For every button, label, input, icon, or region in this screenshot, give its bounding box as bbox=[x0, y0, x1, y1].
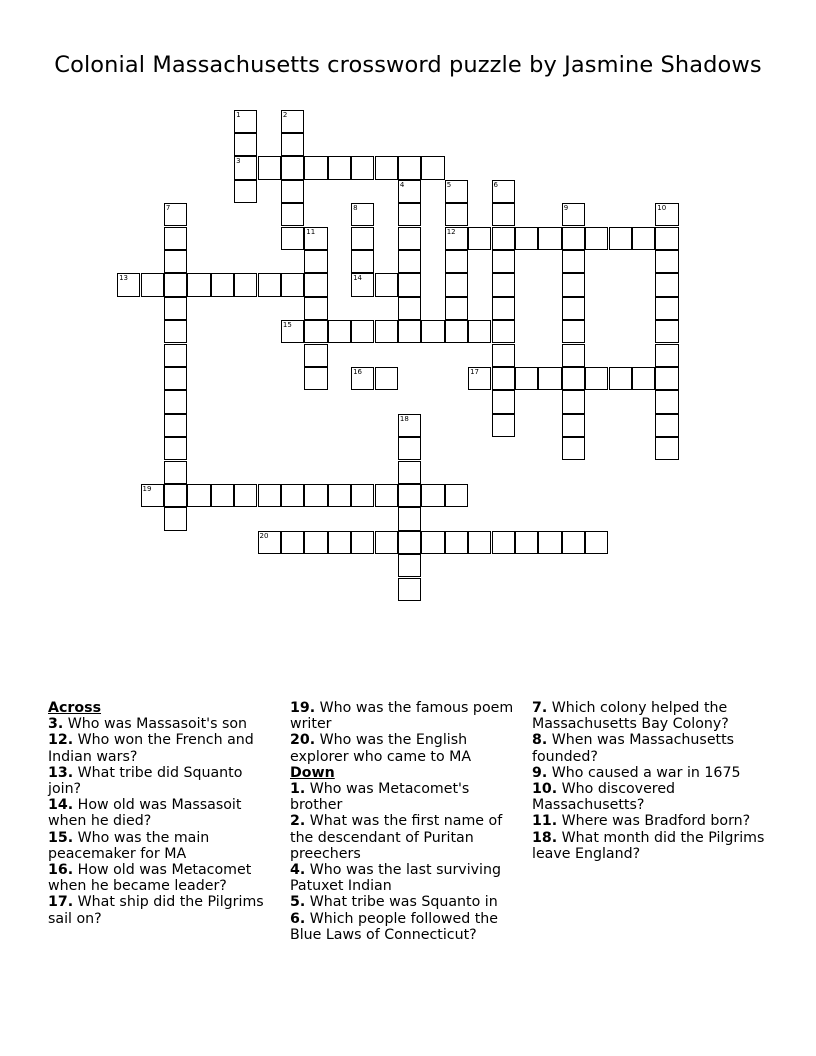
grid-cell[interactable] bbox=[351, 320, 374, 343]
grid-cell[interactable] bbox=[398, 180, 421, 203]
clue-item-text: How old was Massasoit when he died? bbox=[48, 797, 242, 830]
grid-cell[interactable] bbox=[398, 437, 421, 460]
clue-item-text: What was the first name of the descendant of Puritan preechers bbox=[290, 813, 503, 862]
grid-cell[interactable] bbox=[328, 320, 351, 343]
grid-cell[interactable] bbox=[632, 227, 655, 250]
grid-cell[interactable] bbox=[398, 227, 421, 250]
grid-cell[interactable] bbox=[492, 320, 515, 343]
clue-item-number: 5. bbox=[290, 894, 306, 911]
grid-cell[interactable] bbox=[164, 227, 187, 250]
grid-cell[interactable] bbox=[445, 484, 468, 507]
grid-cell[interactable] bbox=[421, 531, 444, 554]
grid-cell[interactable] bbox=[164, 390, 187, 413]
grid-cell[interactable] bbox=[445, 273, 468, 296]
grid-cell[interactable] bbox=[468, 320, 491, 343]
clue-item bbox=[532, 700, 772, 732]
grid-cell[interactable] bbox=[164, 414, 187, 437]
grid-cell[interactable] bbox=[328, 484, 351, 507]
clue-item-number: 1. bbox=[290, 781, 306, 798]
clue-number: 15 bbox=[282, 321, 292, 330]
grid-cell[interactable] bbox=[655, 344, 678, 367]
grid-cell[interactable] bbox=[164, 344, 187, 367]
clue-item-number: 11. bbox=[532, 813, 558, 830]
clue-item-number: 17. bbox=[48, 894, 74, 911]
grid-cell[interactable] bbox=[281, 227, 304, 250]
clue-item-number: 9. bbox=[532, 764, 548, 781]
clue-item bbox=[290, 700, 518, 732]
grid-cell[interactable] bbox=[655, 273, 678, 296]
grid-cell[interactable] bbox=[281, 156, 304, 179]
grid-cell[interactable] bbox=[398, 461, 421, 484]
clue-item bbox=[532, 781, 772, 813]
clue-number: 10 bbox=[657, 204, 667, 213]
clue-item-text: Who was Metacomet's brother bbox=[290, 781, 470, 814]
clue-item-text: What ship did the Pilgrims sail on? bbox=[48, 894, 264, 927]
grid-cell[interactable] bbox=[351, 367, 374, 390]
clue-number: 3 bbox=[236, 157, 241, 166]
clue-item-number: 6. bbox=[290, 910, 306, 927]
grid-cell[interactable] bbox=[304, 297, 327, 320]
clue-number: 2 bbox=[282, 110, 288, 119]
clue-item bbox=[48, 894, 270, 926]
clue-item bbox=[532, 732, 772, 764]
clue-number: 19 bbox=[142, 484, 152, 493]
clue-number: 5 bbox=[446, 180, 452, 189]
grid-cell[interactable] bbox=[515, 531, 538, 554]
grid-cell[interactable] bbox=[351, 484, 374, 507]
grid-cell[interactable] bbox=[398, 320, 421, 343]
clue-item-number: 10. bbox=[532, 781, 558, 798]
clue-item-text: What tribe was Squanto in bbox=[305, 894, 498, 911]
grid-cell[interactable] bbox=[234, 273, 257, 296]
clue-item-number: 14. bbox=[48, 797, 74, 814]
grid-cell[interactable] bbox=[351, 227, 374, 250]
grid-cell[interactable] bbox=[562, 414, 585, 437]
grid-cell[interactable] bbox=[375, 273, 398, 296]
grid-cell[interactable] bbox=[398, 203, 421, 226]
grid-cell[interactable] bbox=[141, 484, 164, 507]
grid-cell[interactable] bbox=[492, 367, 515, 390]
grid-cell[interactable] bbox=[492, 273, 515, 296]
grid-cell[interactable] bbox=[351, 250, 374, 273]
clue-number: 14 bbox=[353, 274, 363, 283]
grid-cell[interactable] bbox=[398, 507, 421, 530]
grid-cell[interactable] bbox=[211, 484, 234, 507]
grid-cell[interactable] bbox=[281, 203, 304, 226]
grid-cell[interactable] bbox=[234, 180, 257, 203]
grid-cell[interactable] bbox=[655, 390, 678, 413]
grid-cell[interactable] bbox=[164, 250, 187, 273]
grid-cell[interactable] bbox=[655, 203, 678, 226]
clue-number: 8 bbox=[353, 204, 358, 213]
grid-cell[interactable] bbox=[164, 320, 187, 343]
clue-item bbox=[48, 862, 270, 894]
grid-cell[interactable] bbox=[585, 227, 608, 250]
grid-cell[interactable] bbox=[562, 344, 585, 367]
grid-cell[interactable] bbox=[164, 273, 187, 296]
clues-heading-down: Down bbox=[290, 764, 335, 781]
grid-cell[interactable] bbox=[398, 250, 421, 273]
clue-number: 1 bbox=[236, 110, 241, 119]
grid-cell[interactable] bbox=[351, 156, 374, 179]
clue-item bbox=[290, 911, 518, 943]
grid-cell[interactable] bbox=[281, 320, 304, 343]
grid-cell[interactable] bbox=[655, 367, 678, 390]
grid-cell[interactable] bbox=[375, 320, 398, 343]
grid-cell[interactable] bbox=[492, 180, 515, 203]
clue-item-text: Who was the main peacemaker for MA bbox=[48, 829, 210, 862]
grid-cell[interactable] bbox=[304, 344, 327, 367]
grid-cell[interactable] bbox=[421, 320, 444, 343]
grid-cell[interactable] bbox=[492, 414, 515, 437]
grid-cell[interactable] bbox=[258, 273, 281, 296]
grid-cell[interactable] bbox=[398, 531, 421, 554]
grid-cell[interactable] bbox=[375, 531, 398, 554]
grid-cell[interactable] bbox=[445, 297, 468, 320]
grid-cell[interactable] bbox=[398, 273, 421, 296]
grid-cell[interactable] bbox=[655, 297, 678, 320]
grid-cell[interactable] bbox=[538, 367, 561, 390]
grid-cell[interactable] bbox=[562, 297, 585, 320]
grid-cell[interactable] bbox=[281, 484, 304, 507]
clue-item bbox=[290, 862, 518, 894]
grid-cell[interactable] bbox=[304, 320, 327, 343]
clue-item-number: 3. bbox=[48, 716, 64, 733]
clue-number: 4 bbox=[399, 180, 405, 189]
grid-cell[interactable] bbox=[445, 531, 468, 554]
clue-number: 17 bbox=[470, 367, 480, 376]
clue-number: 13 bbox=[119, 274, 129, 283]
grid-cell[interactable] bbox=[281, 110, 304, 133]
clue-item-number: 12. bbox=[48, 732, 74, 749]
grid-cell[interactable] bbox=[328, 156, 351, 179]
grid-cell[interactable] bbox=[632, 367, 655, 390]
clue-item-text: Where was Bradford born? bbox=[557, 813, 751, 830]
clue-item-number: 20. bbox=[290, 732, 316, 749]
grid-cell[interactable] bbox=[164, 507, 187, 530]
grid-cell[interactable] bbox=[117, 273, 140, 296]
grid-cell[interactable] bbox=[164, 461, 187, 484]
clue-item bbox=[532, 765, 772, 781]
grid-cell[interactable] bbox=[234, 156, 257, 179]
grid-cell[interactable] bbox=[609, 227, 632, 250]
grid-cell[interactable] bbox=[281, 273, 304, 296]
clue-item bbox=[290, 732, 518, 764]
grid-cell[interactable] bbox=[562, 320, 585, 343]
grid-cell[interactable] bbox=[351, 273, 374, 296]
grid-cell[interactable] bbox=[258, 484, 281, 507]
grid-cell[interactable] bbox=[187, 484, 210, 507]
grid-cell[interactable] bbox=[234, 110, 257, 133]
grid-cell[interactable] bbox=[351, 203, 374, 226]
grid-cell[interactable] bbox=[398, 554, 421, 577]
clue-item-number: 8. bbox=[532, 732, 548, 749]
clue-item bbox=[290, 781, 518, 813]
grid-cell[interactable] bbox=[492, 250, 515, 273]
grid-cell[interactable] bbox=[609, 367, 632, 390]
grid-cell[interactable] bbox=[398, 156, 421, 179]
clue-number: 20 bbox=[259, 531, 269, 540]
grid-cell[interactable] bbox=[585, 531, 608, 554]
grid-cell[interactable] bbox=[468, 531, 491, 554]
clue-item-number: 7. bbox=[532, 700, 548, 716]
grid-cell[interactable] bbox=[562, 367, 585, 390]
grid-cell[interactable] bbox=[351, 531, 374, 554]
grid-cell[interactable] bbox=[281, 531, 304, 554]
grid-cell[interactable] bbox=[234, 484, 257, 507]
clue-number: 16 bbox=[353, 367, 363, 376]
grid-cell[interactable] bbox=[375, 484, 398, 507]
clue-item-text: Who was Massasoit's son bbox=[63, 716, 248, 733]
grid-cell[interactable] bbox=[492, 297, 515, 320]
grid-cell[interactable] bbox=[211, 273, 234, 296]
clue-item bbox=[48, 732, 270, 764]
grid-cell[interactable] bbox=[492, 227, 515, 250]
clue-item-text: What month did the Pilgrims leave England? bbox=[532, 829, 765, 862]
clues-heading-across: Across bbox=[48, 700, 102, 716]
clue-item-text: Who discovered Massachusetts? bbox=[532, 781, 676, 814]
clues-column-1 bbox=[48, 700, 270, 927]
grid-cell[interactable] bbox=[445, 250, 468, 273]
clue-item-text: When was Massachusetts founded? bbox=[532, 732, 735, 765]
clue-item bbox=[532, 813, 772, 829]
clue-item-text: Which people followed the Blue Laws of Connecticut? bbox=[290, 910, 499, 943]
grid-cell[interactable] bbox=[492, 390, 515, 413]
grid-cell[interactable] bbox=[281, 133, 304, 156]
page-title: Colonial Massachusetts crossword puzzle by Jasmine Shadows bbox=[54, 52, 762, 78]
clues-column-2 bbox=[290, 700, 518, 943]
grid-cell[interactable] bbox=[562, 531, 585, 554]
clue-item bbox=[48, 765, 270, 797]
grid-cell[interactable] bbox=[562, 390, 585, 413]
grid-cell[interactable] bbox=[655, 320, 678, 343]
grid-cell[interactable] bbox=[655, 414, 678, 437]
grid-cell[interactable] bbox=[468, 367, 491, 390]
grid-cell[interactable] bbox=[421, 484, 444, 507]
clue-item-text: How old was Metacomet when he became leader? bbox=[48, 862, 252, 895]
clue-item-number: 15. bbox=[48, 829, 74, 846]
grid-cell[interactable] bbox=[304, 227, 327, 250]
grid-cell[interactable] bbox=[304, 250, 327, 273]
clue-item-text: Which colony helped the Massachusetts Bay Colony? bbox=[532, 700, 729, 733]
grid-cell[interactable] bbox=[655, 227, 678, 250]
grid-cell[interactable] bbox=[492, 344, 515, 367]
clue-number: 9 bbox=[563, 204, 569, 213]
grid-cell[interactable] bbox=[445, 320, 468, 343]
clue-item-number: 19. bbox=[290, 700, 316, 716]
grid-cell[interactable] bbox=[258, 531, 281, 554]
clue-number: 6 bbox=[493, 180, 498, 189]
grid-cell[interactable] bbox=[492, 203, 515, 226]
clue-item bbox=[48, 716, 270, 732]
grid-cell[interactable] bbox=[304, 367, 327, 390]
grid-cell[interactable] bbox=[562, 227, 585, 250]
grid-cell[interactable] bbox=[164, 484, 187, 507]
grid-cell[interactable] bbox=[281, 180, 304, 203]
clue-item-text: Who was the English explorer who came to MA bbox=[290, 732, 472, 765]
clue-item-text: Who won the French and Indian wars? bbox=[48, 732, 254, 765]
clue-item-text: Who was the famous poem writer bbox=[290, 700, 514, 733]
clue-item-number: 13. bbox=[48, 764, 74, 781]
grid-cell[interactable] bbox=[164, 203, 187, 226]
grid-cell[interactable] bbox=[445, 227, 468, 250]
grid-cell[interactable] bbox=[562, 437, 585, 460]
grid-cell[interactable] bbox=[585, 367, 608, 390]
grid-cell[interactable] bbox=[164, 367, 187, 390]
grid-cell[interactable] bbox=[234, 133, 257, 156]
clue-item-number: 18. bbox=[532, 829, 558, 846]
grid-cell[interactable] bbox=[304, 156, 327, 179]
grid-cell[interactable] bbox=[258, 156, 281, 179]
grid-cell[interactable] bbox=[304, 273, 327, 296]
clue-item-number: 2. bbox=[290, 813, 306, 830]
grid-cell[interactable] bbox=[562, 203, 585, 226]
grid-cell[interactable] bbox=[375, 156, 398, 179]
grid-cell[interactable] bbox=[398, 484, 421, 507]
grid-cell[interactable] bbox=[375, 367, 398, 390]
grid-cell[interactable] bbox=[468, 227, 491, 250]
grid-cell[interactable] bbox=[304, 484, 327, 507]
clue-item bbox=[290, 813, 518, 862]
clue-item bbox=[532, 830, 772, 862]
grid-cell[interactable] bbox=[164, 297, 187, 320]
grid-cell[interactable] bbox=[515, 227, 538, 250]
grid-cell[interactable] bbox=[421, 156, 444, 179]
clue-item bbox=[290, 894, 518, 910]
grid-cell[interactable] bbox=[538, 531, 561, 554]
grid-cell[interactable] bbox=[492, 531, 515, 554]
clue-number: 11 bbox=[306, 227, 316, 236]
clue-item-text: What tribe did Squanto join? bbox=[48, 764, 243, 798]
clue-number: 12 bbox=[446, 227, 456, 236]
clue-item-text: Who caused a war in 1675 bbox=[547, 764, 741, 781]
grid-cell[interactable] bbox=[562, 250, 585, 273]
clue-item-text: Who was the last surviving Patuxet Indian bbox=[290, 862, 501, 895]
grid-cell[interactable] bbox=[538, 227, 561, 250]
clues-column-3 bbox=[532, 700, 772, 862]
clue-item-number: 4. bbox=[290, 862, 306, 879]
clue-item bbox=[48, 797, 270, 829]
clue-item-number: 16. bbox=[48, 862, 74, 879]
grid-cell[interactable] bbox=[445, 180, 468, 203]
clue-number: 18 bbox=[399, 414, 409, 423]
grid-cell[interactable] bbox=[398, 297, 421, 320]
grid-cell[interactable] bbox=[562, 273, 585, 296]
grid-cell[interactable] bbox=[655, 250, 678, 273]
grid-cell[interactable] bbox=[141, 273, 164, 296]
grid-cell[interactable] bbox=[398, 578, 421, 601]
grid-cell[interactable] bbox=[187, 273, 210, 296]
grid-cell[interactable] bbox=[445, 203, 468, 226]
grid-cell[interactable] bbox=[398, 414, 421, 437]
grid-cell[interactable] bbox=[655, 437, 678, 460]
grid-cell[interactable] bbox=[164, 437, 187, 460]
clue-number: 7 bbox=[165, 204, 171, 213]
clue-item bbox=[48, 830, 270, 862]
grid-cell[interactable] bbox=[304, 531, 327, 554]
grid-cell[interactable] bbox=[328, 531, 351, 554]
grid-cell[interactable] bbox=[515, 367, 538, 390]
